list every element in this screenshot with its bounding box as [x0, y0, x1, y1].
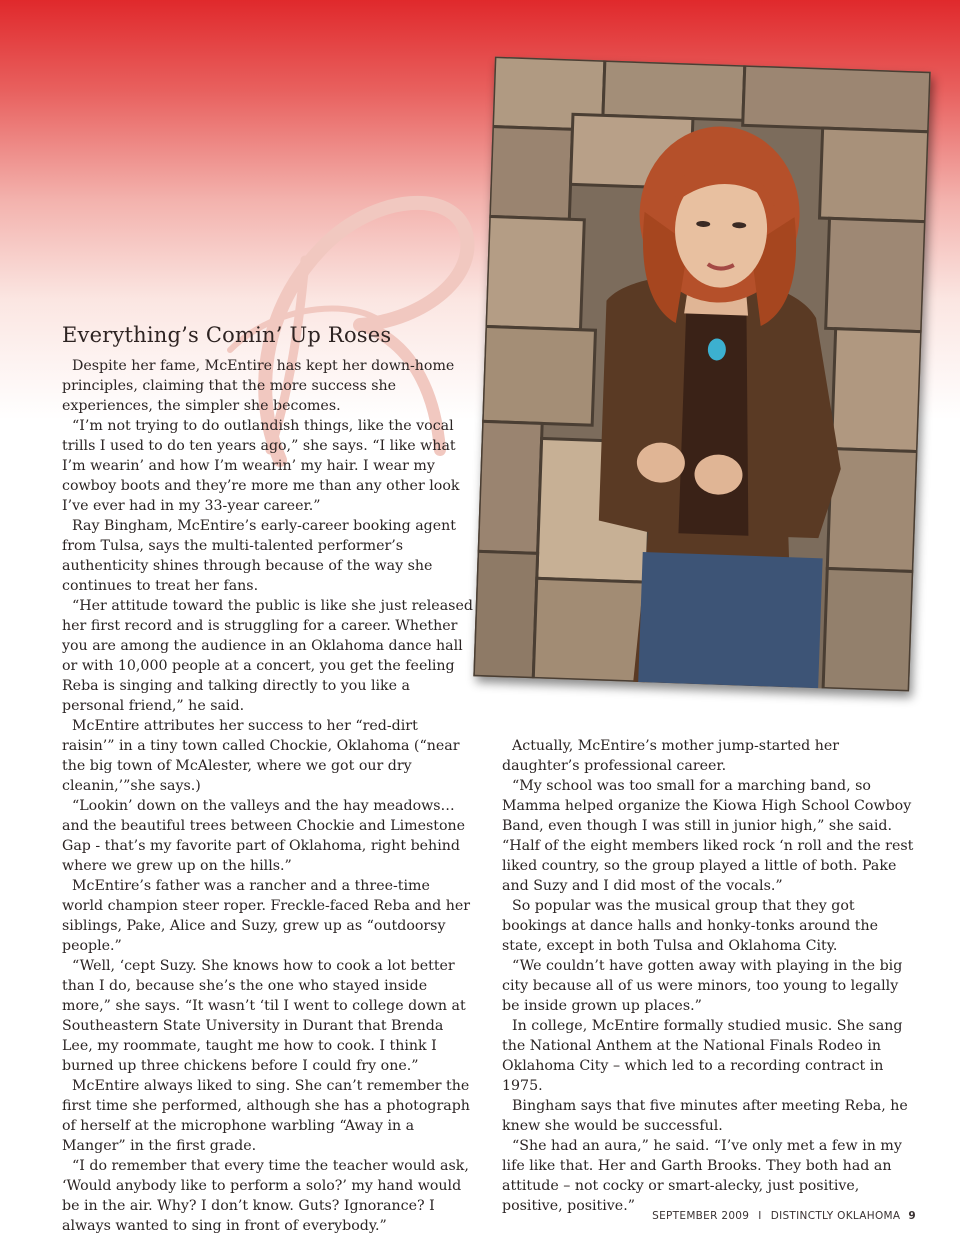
portrait-photo [473, 57, 930, 692]
page-number: 9 [908, 1210, 916, 1222]
paragraph: McEntire always liked to sing. She can’t remember the first time she performed, although she has a photograph of herself at the microphone warbling “Away in a Manger” in the first grade. [62, 1078, 470, 1154]
paragraph: “She had an aura,” he said. “I’ve only met a few in my life like that. Her and Garth Brooks. They both had an attitude – not cocky or smart-alecky, just positive, positive, positive.” [502, 1138, 902, 1214]
paragraph: Ray Bingham, McEntire’s early-career booking agent from Tulsa, says the multi-talented performer’s authenticity shines through because of the way she continues to treat her fans. [62, 518, 456, 594]
paragraph: McEntire attributes her success to her “red-dirt raisin’” in a tiny town called Chockie, Oklahoma (“near the big town of McAlester, where we got our dry cleanin,’”she says.) [62, 718, 460, 794]
paragraph: So popular was the musical group that they got bookings at dance halls and honky-tonks around the state, except in both Tulsa and Oklahoma City. [502, 898, 879, 954]
paragraph: Despite her fame, McEntire has kept her down-home principles, claiming that the more success she experiences, the simpler she becomes. [62, 358, 455, 414]
article-right-column [502, 736, 914, 1216]
paragraph: “Her attitude toward the public is like she just released her first record and is struggling for a career. Whether you are among the audience in an Oklahoma dance hall or with 10,000 people at a concert, you get the feeling Reba is singing and talking directly to you like a personal friend,” he said. [62, 598, 473, 714]
paragraph: “My school was too small for a marching band, so Mamma helped organize the Kiowa High School Cowboy Band, even though I was still in junior high,” she said. “Half of the eight members liked rock ‘n roll and the rest liked country, so the group played a little of both. Pake and Suzy and I did most of the vocals.” [502, 778, 914, 894]
paragraph: “I’m not trying to do outlandish things, like the vocal trills I used to do ten years ago,” she says. “I like what I’m wearin’ and how I’m wearin’ my hair. I wear my cowboy boots and they’re more me than any other look I’ve ever had in my 33-year career.” [62, 418, 460, 514]
issue-date: SEPTEMBER 2009 [652, 1210, 750, 1222]
paragraph: McEntire’s father was a rancher and a three-time world champion steer roper. Freckle-faced Reba and her siblings, Pake, Alice and Suzy, grew up as “outdoorsy people.” [62, 878, 471, 954]
paragraph: “We couldn’t have gotten away with playing in the big city because all of us were minors, too young to legally be inside grown up places.” [502, 958, 903, 1014]
footer-separator: I [758, 1210, 762, 1222]
magazine-name: DISTINCTLY OKLAHOMA [770, 1210, 901, 1222]
paragraph: “Well, ‘cept Suzy. She knows how to cook a lot better than I do, because she’s the one who stayed inside more,” she says. “It wasn’t ‘til I went to college down at Southeastern State University in Durant that Brenda Lee, my roommate, taught me how to cook. I think I burned up three chickens before I could fry one.” [62, 958, 466, 1074]
article-heading: Everything’s Comin’ Up Roses [62, 323, 392, 347]
paragraph: Bingham says that five minutes after meeting Reba, he knew she would be successful. [502, 1098, 908, 1134]
paragraph: “Lookin’ down on the valleys and the hay meadows… and the beautiful trees between Chockie and Limestone Gap - that’s my favorite part of Oklahoma, right behind where we grew up on the hills.” [62, 798, 466, 874]
article-left-column [62, 356, 474, 1236]
page-footer [652, 1210, 916, 1222]
paragraph: In college, McEntire formally studied music. She sang the National Anthem at the National Finals Rodeo in Oklahoma City – which led to a recording contract in 1975. [502, 1018, 903, 1094]
paragraph: Actually, McEntire’s mother jump-started her daughter’s professional career. [502, 738, 840, 774]
paragraph: “I do remember that every time the teacher would ask, ‘Would anybody like to perform a solo?’ my hand would be in the air. Why? I don’t know. Guts? Ignorance? I always wanted to sing in front of everybody.” [62, 1158, 469, 1234]
